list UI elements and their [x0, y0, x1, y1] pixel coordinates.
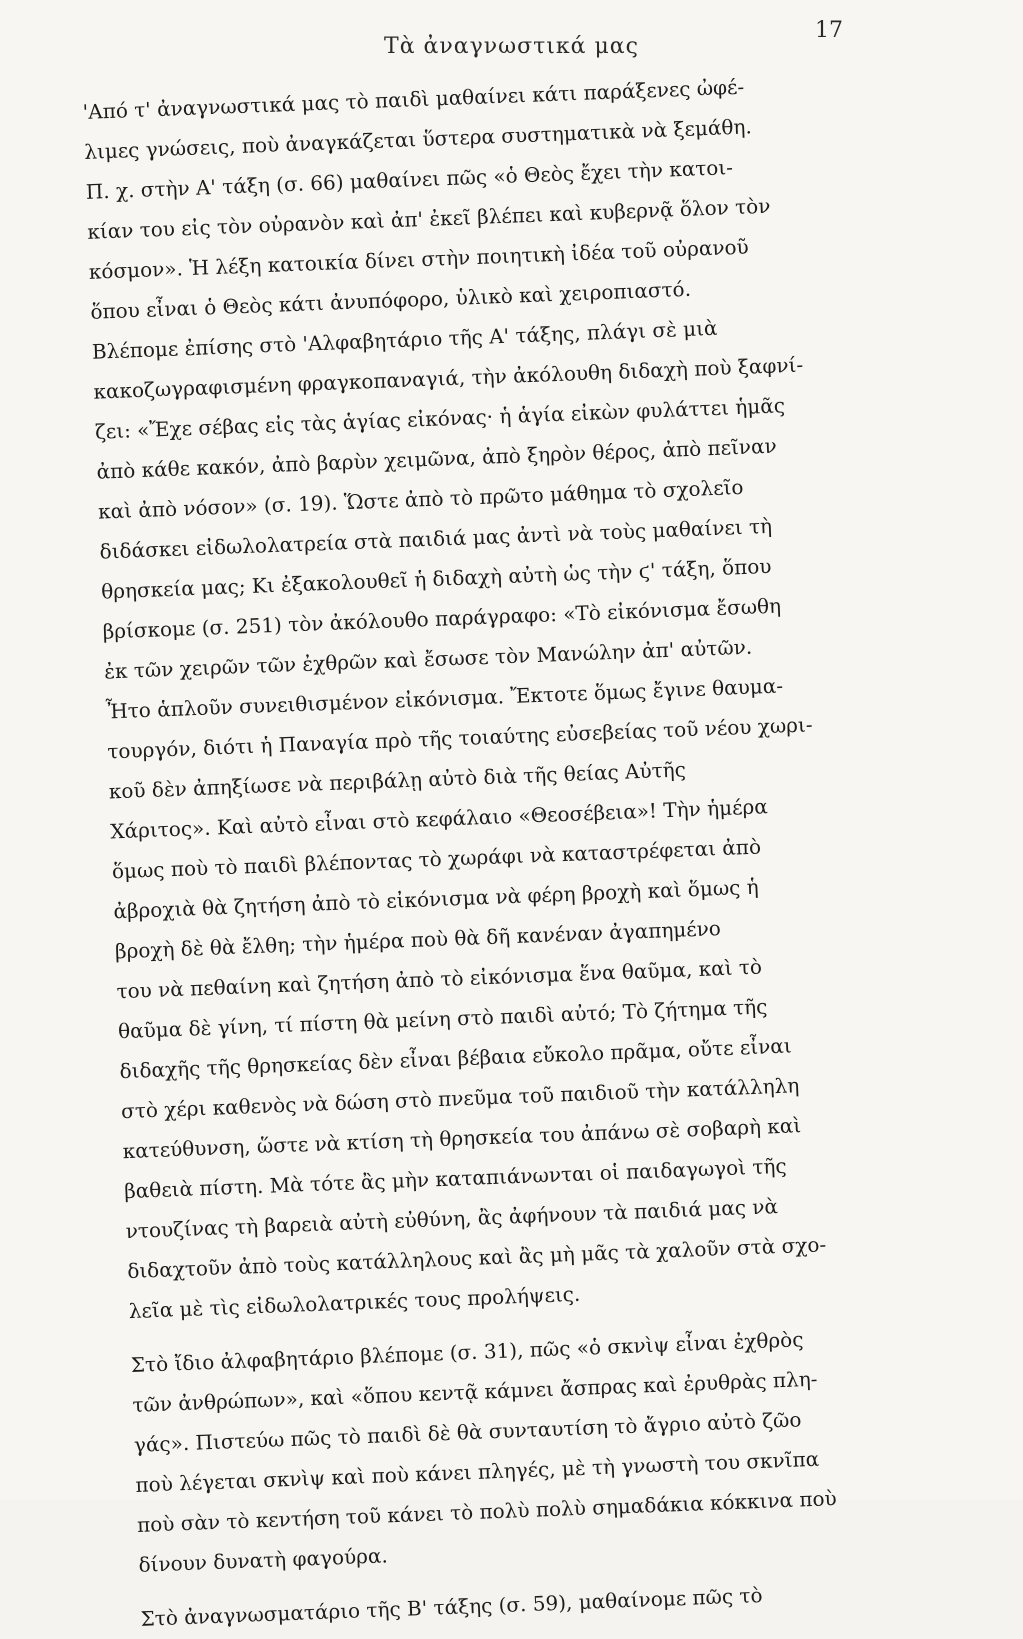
text-line: κακοζωγραφισμένη φραγκοπαναγιά, τὴν ἀκόλουθη διδαχὴ ποὺ ξαφνί- [93, 352, 804, 404]
text-line: ἀβροχιὰ θὰ ζητήση ἀπὸ τὸ εἰκόνισμα νὰ φέρη βροχὴ καὶ ὅμως ἡ [113, 874, 760, 924]
text-line: θαῦμα δὲ γίνη, τί πίστη θὰ μείνη στὸ παιδὶ αὐτό; Τὸ ζήτημα τῆς [117, 994, 768, 1044]
text-line: κοῦ δὲν ἀπηξίωσε νὰ περιβάλῃ αὐτὸ διὰ τῆς θείας Αὐτῆς [108, 757, 687, 804]
text-line: κίαν του εἰς τὸν οὐρανὸν καὶ ἀπ' ἐκεῖ βλέπει καὶ κυβερνᾷ ὅλον τὸν [86, 193, 771, 244]
text-line: καὶ ἀπὸ νόσον» (σ. 19). Ὥστε ἀπὸ τὸ πρῶτο μάθημα τὸ σχολεῖο [97, 474, 744, 524]
page-number: 17 [815, 18, 843, 43]
text-line: θρησκεία μας; Κι ἐξακολουθεῖ ἡ διδαχὴ αὐτὴ ὡς τὴν ϛ' τάξη, ὅπου [100, 553, 772, 604]
text-line: ὅμως ποὺ τὸ παιδὶ βλέποντας τὸ χωράφι νὰ καταστρέφεται ἀπὸ [111, 834, 762, 884]
text-line: τῶν ἀνθρώπων», καὶ «ὅπου κεντᾷ κάμνει ἄσπρας καὶ ἐρυθρὰς πλη- [131, 1366, 818, 1418]
text-line: λιμες γνώσεις, ποὺ ἀναγκάζεται ὕστερα συστηματικὰ νὰ ξεμάθη. [83, 114, 753, 164]
text-line: διδαχῆς τῆς θρησκείας δὲν εἶναι βέβαια εὔκολο πρᾶμα, οὔτε εἶναι [119, 1033, 792, 1084]
text-line: διδαχτοῦν ἀπὸ τοὺς κατάλληλους καὶ ἂς μὴ μᾶς τὰ χαλοῦν στὰ σχο- [126, 1232, 827, 1284]
text-line: τουργόν, διότι ἡ Παναγία πρὸ τῆς τοιαύτης εὐσεβείας τοῦ νέου χωρι- [106, 712, 813, 764]
text-line: ποὺ σὰν τὸ κεντήση τοῦ κάνει τὸ πολὺ πολὺ σημαδάκια κόκκινα ποὺ [136, 1486, 838, 1537]
text-line: Στὸ ἀναγνωσματάριο τῆς Β' τάξης (σ. 59), μαθαίνομε πῶς τὸ [140, 1582, 763, 1631]
running-title: Τὰ ἀναγνωστικά μας [384, 34, 639, 59]
text-line: διδάσκει εἰδωλολατρεία στὰ παιδιά μας ἀντὶ νὰ τοὺς μαθαίνει τὴ [99, 513, 773, 564]
text-line: κατεύθυνση, ὥστε νὰ κτίση τὴ θρησκεία του ἀπάνω σὲ σοβαρὴ καὶ [122, 1113, 802, 1164]
text-line: γάς». Πιστεύω πῶς τὸ παιδὶ δὲ θὰ συνταυτίση τὸ ἄγριο αὐτὸ ζῶο [133, 1407, 802, 1457]
text-line: Βλέπομε ἐπίσης στὸ 'Αλφαβητάριο τῆς Α' τάξης, πλάγι σὲ μιὰ [91, 315, 718, 364]
text-line: Ἦτο ἁπλοῦν συνειθισμένον εἰκόνισμα. Ἔκτοτε ὅμως ἔγινε θαυμα- [105, 673, 784, 724]
text-line: ἐκ τῶν χειρῶν τῶν ἐχθρῶν καὶ ἔσωσε τὸν Μανώλην ἀπ' αὐτῶν. [103, 634, 753, 684]
text-line: Χάριτος». Καὶ αὐτὸ εἶναι στὸ κεφάλαιο «Θεοσέβεια»! Τὴν ἡμέρα [109, 794, 769, 844]
text-line: κόσμον». Ἡ λέξη κατοικία δίνει στὴν ποιητικὴ ἰδέα τοῦ οὐρανοῦ [88, 234, 750, 284]
text-line: ἀπὸ κάθε κακόν, ἀπὸ βαρὺν χειμῶνα, ἀπὸ ξηρὸν θέρος, ἀπὸ πεῖναν [96, 433, 778, 484]
text-line: ποὺ λέγεται σκνὶψ καὶ ποὺ κάνει πληγές, μὲ τὴ γνωστὴ του σκνῖπα [135, 1446, 820, 1497]
text-line: βροχὴ δὲ θὰ ἔλθη; τὴν ἡμέρα ποὺ θὰ δῆ κανέναν ἀγαπημένο [114, 916, 722, 964]
text-line: ὅπου εἶναι ὁ Θεὸς κάτι ἀνυπόφορο, ὑλικὸ καὶ χειροπιαστό. [89, 276, 692, 324]
text-line: λεῖα μὲ τὶς εἰδωλολατρικές τους προλήψεις. [128, 1281, 581, 1324]
text-line: δίνουν δυνατὴ φαγούρα. [138, 1543, 389, 1577]
text-line: Π. χ. στὴν Α' τάξη (σ. 66) μαθαίνει πῶς «ὁ Θεὸς ἔχει τὴν κατοι- [85, 155, 734, 204]
text-line: βρίσκομε (σ. 251) τὸν ἀκόλουθο παράγραφο: «Τὸ εἰκόνισμα ἔσωθη [102, 593, 782, 644]
text-line: ζει: «Ἔχε σέβας εἰς τὰς ἁγίας εἰκόνας· ἡ ἁγία εἰκὼν φυλάττει ἡμᾶς [94, 393, 786, 444]
text-line: 'Από τ' ἀναγνωστικά μας τὸ παιδὶ μαθαίνει κάτι παράξενες ὠφέ- [82, 74, 745, 124]
text-line: ντουζίνας τὴ βαρειὰ αὐτὴ εὐθύνη, ἂς ἀφήνουν τὰ παιδιά μας νὰ [125, 1194, 779, 1244]
text-line: Στὸ ἴδιο ἀλφαβητάριο βλέπομε (σ. 31), πῶς «ὁ σκνὶψ εἶναι ἐχθρὸς [130, 1327, 804, 1378]
text-line: στὸ χέρι καθενὸς νὰ δώση στὸ πνεῦμα τοῦ παιδιοῦ τὴν κατάλληλη [120, 1073, 800, 1124]
text-line: βαθειὰ πίστη. Μὰ τότε ἂς μὴν καταπιάνωνται οἱ παιδαγωγοὶ τῆς [123, 1153, 788, 1204]
body-text [82, 59, 1005, 1639]
text-line: του νὰ πεθαίνη καὶ ζητήση ἀπὸ τὸ εἰκόνισμα ἕνα θαῦμα, καὶ τὸ [116, 954, 763, 1004]
